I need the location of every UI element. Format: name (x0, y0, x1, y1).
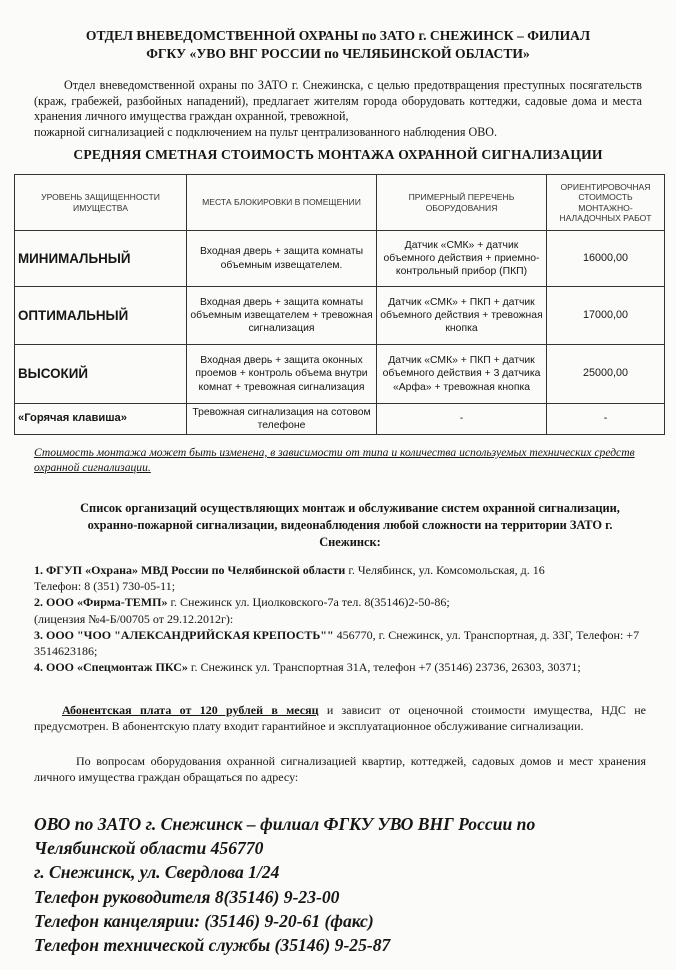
contact-prompt: По вопросам оборудования охранной сигнализацией квартир, коттеджей, садовых домов и мест хранения личного имущества граждан обращаться по адресу: (34, 754, 646, 785)
contact-line: ОВО по ЗАТО г. Снежинск – филиал ФГКУ УВО ВНГ России по (34, 814, 536, 834)
header-equipment: ПРИМЕРНЫЙ ПЕРЕЧЕНЬ ОБОРУДОВАНИЯ (377, 175, 547, 231)
row-cost: 25000,00 (547, 345, 665, 404)
row-equipment: - (377, 404, 547, 435)
contact-line: Челябинской области 456770 (34, 838, 264, 859)
intro-paragraph: Отдел вневедомственной охраны по ЗАТО г. Снежинска, с целью предотвращения преступных посягательств (краж, грабежей, разбойных нападений), предлагает жителям города оборудовать коттеджи, садовые дома и места хранения личного имущества граждан охранной, тревожной, (34, 78, 642, 124)
table-row (15, 345, 665, 404)
contact-phone-head: Телефон руководителя 8(35146) 9-23-00 (34, 886, 340, 907)
contact-phone-office: Телефон канцелярии: (35146) 9-20-61 (факс) (34, 910, 374, 931)
org-name: 4. ООО «Спецмонтаж ПКС» (34, 660, 188, 675)
subscription-fee-paragraph (34, 702, 646, 734)
row-level: МИНИМАЛЬНЫЙ (15, 231, 187, 287)
table-row (15, 404, 665, 435)
list-item (34, 594, 646, 626)
org-name: 1. ФГУП «Охрана» МВД России по Челябинской области (34, 563, 346, 577)
org-details: г. Челябинск, ул. Комсомольская, д. 16 (345, 563, 545, 577)
cost-table-header-row (15, 175, 665, 231)
list-item (34, 562, 646, 594)
table-row (15, 287, 665, 345)
row-equipment: Датчик «СМК» + датчик объемного действия + приемно-контрольный прибор (ПКП) (377, 231, 547, 287)
contact-block (34, 812, 664, 957)
cost-table (14, 174, 665, 435)
intro-paragraph-last-line: пожарной сигнализацией с подключением на пульт централизованного наблюдения ОВО. (34, 125, 498, 139)
organization-list (34, 562, 646, 675)
org-details: г. Снежинск ул. Транспортная 31А, телефон +7 (35146) 23736, 26303, 30371; (187, 660, 581, 675)
row-places: Входная дверь + защита комнаты объемным извещателем + тревожная сигнализация (187, 287, 377, 345)
cost-note: Стоимость монтажа может быть изменена, в зависимости от типа и количества используемых технических средств охранной сигнализации. (34, 446, 635, 474)
table-row (15, 231, 665, 287)
org-details: 456770, г. Снежинск, ул. Транспортная, д. 33Г, Телефон: +7 3514623186; (34, 627, 640, 659)
row-places: Входная дверь + защита оконных проемов + контроль объема внутри комнат + тревожная сигнализация (187, 345, 377, 404)
list-item (34, 659, 646, 675)
org-name: 2. ООО «Фирма-ТЕМП» (34, 595, 168, 610)
header-line-2: ФГКУ «УВО ВНГ РОССИИ по ЧЕЛЯБИНСКОЙ ОБЛАСТИ» (146, 46, 530, 61)
header-line-1: ОТДЕЛ ВНЕВЕДОМСТВЕННОЙ ОХРАНЫ по ЗАТО г. СНЕЖИНСК – ФИЛИАЛ (85, 28, 591, 43)
org-extra: Телефон: 8 (351) 730-05-11; (34, 579, 176, 594)
list-item (34, 627, 646, 659)
org-details: г. Снежинск ул. Циолковского-7а тел. 8(35146)2-50-86; (167, 595, 450, 610)
contact-phone-tech: Телефон технической службы (35146) 9-25-87 (34, 935, 391, 956)
row-cost: - (547, 404, 665, 435)
row-places: Входная дверь + защита комнаты объемным извещателем. (187, 231, 377, 287)
row-level: «Горячая клавиша» (15, 404, 187, 435)
header-places: МЕСТА БЛОКИРОВКИ В ПОМЕЩЕНИИ (187, 175, 377, 231)
header-cost: ОРИЕНТИРОВОЧНАЯ СТОИМОСТЬ МОНТАЖНО-НАЛАДОЧНЫХ РАБОТ (547, 175, 665, 231)
row-cost: 17000,00 (547, 287, 665, 345)
row-level: ВЫСОКИЙ (15, 345, 187, 404)
fee-lead: Абонентская плата от 120 рублей в месяц (62, 703, 319, 717)
contact-address: г. Снежинск, ул. Свердлова 1/24 (34, 862, 280, 883)
row-equipment: Датчик «СМК» + ПКП + датчик объемного действия + тревожная кнопка (377, 287, 547, 345)
section-title: СРЕДНЯЯ СМЕТНАЯ СТОИМОСТЬ МОНТАЖА ОХРАННОЙ СИГНАЛИЗАЦИИ (73, 147, 603, 162)
row-cost: 16000,00 (547, 231, 665, 287)
header-level: УРОВЕНЬ ЗАЩИЩЕННОСТИ ИМУЩЕСТВА (15, 175, 187, 231)
row-level: ОПТИМАЛЬНЫЙ (15, 287, 187, 345)
row-equipment: Датчик «СМК» + ПКП + датчик объемного действия + 3 датчика «Арфа» + тревожная кнопка (377, 345, 547, 404)
org-list-title: Список организаций осуществляющих монтаж и обслуживание систем охранной сигнализации, охранно-пожарной сигнализации, видеонаблюдения любой сложности на территории ЗАТО г. Снежинск: (80, 501, 620, 549)
org-name: 3. ООО "ЧОО "АЛЕКСАНДРИЙСКАЯ КРЕПОСТЬ"" (34, 627, 334, 642)
fee-text: и зависит от оценочной стоимости имущества, НДС не предусмотрен. В абонентскую плату входит гарантийное и эксплуатационное обслуживание сигнализации. (34, 703, 646, 734)
org-extra: (лицензия №4-Б/00705 от 29.12.2012г): (34, 611, 234, 626)
row-places: Тревожная сигнализация на сотовом телефоне (187, 404, 377, 435)
